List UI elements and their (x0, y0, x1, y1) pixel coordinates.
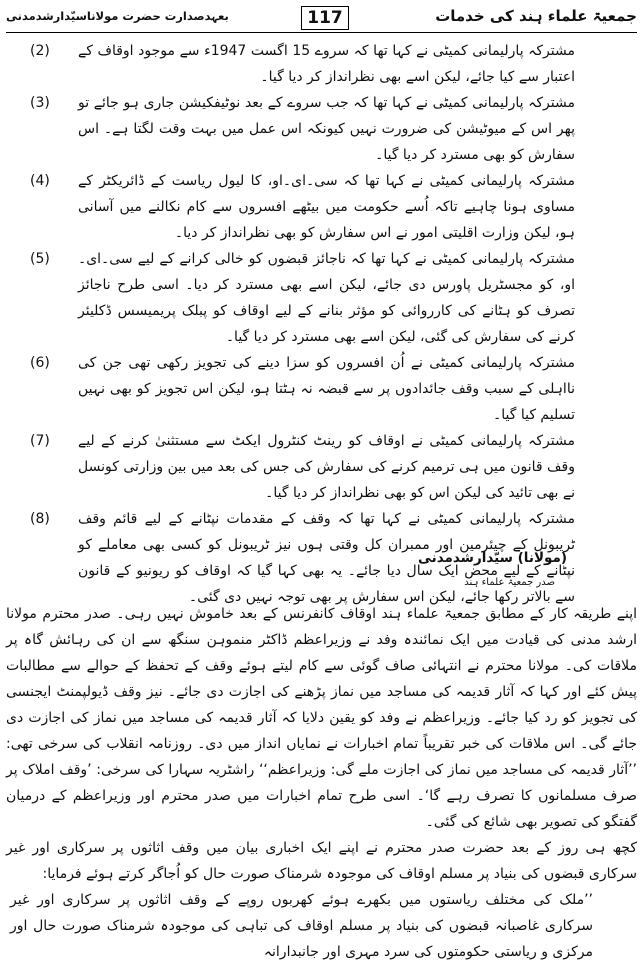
item-text: مشترکہ پارلیمانی کمیٹی نے کہا تھا کہ وقف کے مقدمات نپٹانے کے لیے قائم وقف ٹریبونل کے چیئرمین اور ممبران کل وقتی ہوں نیز ٹریبونل کو کسی بھی معاملے کو نپٹانے کے لیے محض ایک سال دیا جائے۔ یہ بھی کہا گیا کہ اوقاف کو ریونیو کے قانون سے بالاتر رکھا جائے، لیکن اس سفارش پر بھی توجہ نہیں دی گئی۔ (78, 511, 575, 605)
list-item (6, 168, 637, 246)
item-text: مشترکہ پارلیمانی کمیٹی نے کہا تھا کہ جب سروے کے بعد نوٹیفکیشن جاری ہو جائے تو پھر اس کے میوٹیشن کی ضرورت نہیں کیونکہ اس عمل میں بہت وقت لگتا ہے۔ اس سفارش کو بھی مسترد کر دیا گیا۔ (78, 95, 575, 163)
item-text: مشترکہ پارلیمانی کمیٹی نے کہا تھا کہ سروے 15 اگست 1947ء سے موجود اوقاف کے اعتبار سے کیا جائے، لیکن اسے بھی نظرانداز کر دیا گیا۔ (78, 43, 575, 85)
item-number: (6) (30, 355, 50, 371)
item-text: مشترکہ پارلیمانی کمیٹی نے کہا تھا کہ سی۔ای۔او، کا لیول ریاست کے ڈائریکٹر کے مساوی ہونا چاہیے تاکہ اُسے حکومت میں بیٹھے افسروں سے کام نکالنے میں آسانی ہو، لیکن وزارت اقلیتی امور نے اس سفارش کو بھی نظرانداز کر دیا۔ (78, 173, 575, 241)
body-text (6, 601, 637, 965)
item-text: مشترکہ پارلیمانی کمیٹی نے کہا تھا کہ ناجائز قبضوں کو خالی کرانے کے لیے سی۔ای۔او، کو مجسٹریل پاورس دی جائے، لیکن اسے بھی مسترد کر دیا۔ اسی طرح ناجائز تصرف کو ہٹانے کی کارروائی کو مؤثر بنانے کے لیے اوقاف کو پبلک پریمیسس ڈکلیئر کرنے کی سفارش کی گئی، لیکن اسے بھی مسترد کر دیا گیا۔ (78, 251, 575, 345)
recommendation-list (6, 38, 637, 610)
page-number: 117 (301, 6, 349, 30)
header-rule (6, 32, 637, 33)
list-item (6, 246, 637, 350)
item-number: (5) (30, 251, 50, 267)
paragraph: اپنے طریقہ کار کے مطابق جمعیۃ علماء ہند اوقاف کانفرنس کے بعد خاموش نہیں رہی۔ صدر محترم مولانا ارشد مدنی کی قیادت میں ایک نمائندہ وفد نے وزیراعظم ڈاکٹر منموہن سنگھ سے ان کی رہائش گاہ پر ملاقات کی۔ مولانا محترم نے انتہائی صاف گوئی سے کام لیتے ہوئے وقف کے تحفظ کے حوالے سے مطالبات پیش کئے اور کہا کہ آثار قدیمہ کی مساجد میں نماز پڑھنے کی اجازت دی جائے۔ نیز وقف ڈیولپمنٹ ایجنسی کی تجویز کو رد کیا جائے۔ وزیراعظم نے وفد کو یقین دلایا کہ آثار قدیمہ کی مساجد میں نماز کی اجازت دی جائے گی۔ اس ملاقات کی خبر تقریباً تمام اخبارات نے نمایاں انداز میں دی۔ روزنامہ انقلاب کی سرخی تھی: ’’آثار قدیمہ کی مساجد میں نماز کی اجازت ملے گی: وزیراعظم‘‘ راشٹریہ سہارا کی سرخی: ’وقف املاک پر صرف مسلمانوں کا تصرف رہے گا‘۔ اسی طرح تمام اخبارات میں صدر محترم اور وزیراعظم کے درمیان گفتگو کی تصویر بھی شائع کی گئی۔ (6, 606, 637, 830)
item-text: مشترکہ پارلیمانی کمیٹی نے اُن افسروں کو سزا دینے کی تجویز رکھی تھی جن کی نااہلی کے سبب وقف جائدادوں پر سے قبضہ نہ ہٹتا ہو، لیکن اس تجویز کو بھی نہیں تسلیم کیا گیا۔ (78, 355, 575, 423)
paragraph: کچھ ہی روز کے بعد حضرت صدر محترم نے اپنے ایک اخباری بیان میں وقف اثاثوں پر سرکاری اور غیر سرکاری قبضوں کی بنیاد پر مسلم اوقاف کی موجودہ شرمناک صورت حال کو اُجاگر کرتے ہوئے فرمایا: (6, 840, 637, 882)
block-quote: ’’ملک کی مختلف ریاستوں میں بکھرے ہوئے کھربوں روپے کے وقف اثاثوں پر سرکاری اور غیر سرکاری غاصبانہ قبضوں کی بنیاد پر مسلم اوقاف کی تباہی کی موجودہ شرمناک صورت حال اور مرکزی و ریاستی حکومتوں کی سرد مہری اور جانبدارانہ (10, 892, 593, 960)
item-text: مشترکہ پارلیمانی کمیٹی نے اوقاف کو رینٹ کنٹرول ایکٹ سے مستثنیٰ کرنے کے لیے وقف قانون میں ہی ترمیم کرنے کی سفارش کی جس کی بعد میں بین وزارتی کونسل نے بھی تائید کی لیکن اس کو بھی نظرانداز کر دیا گیا۔ (78, 433, 575, 501)
item-number: (3) (30, 95, 50, 111)
item-number: (8) (30, 511, 50, 527)
list-item (6, 428, 637, 506)
item-number: (4) (30, 173, 50, 189)
signatory-name: (مولانا) سیّدارشدمدنی (418, 550, 567, 566)
signature-block (6, 548, 637, 592)
list-item (6, 38, 637, 90)
item-number: (7) (30, 433, 50, 449)
list-item (6, 350, 637, 428)
list-item (6, 90, 637, 168)
page-header (6, 6, 637, 32)
signatory-title: صدر جمعیۃ علماء ہند (464, 577, 555, 588)
running-title: جمعیۃ علماء ہند کی خدمات (435, 7, 637, 25)
item-number: (2) (30, 43, 50, 59)
running-subtitle: بعہدصدارت حضرت مولاناسیّدارشدمدنی (6, 9, 229, 23)
